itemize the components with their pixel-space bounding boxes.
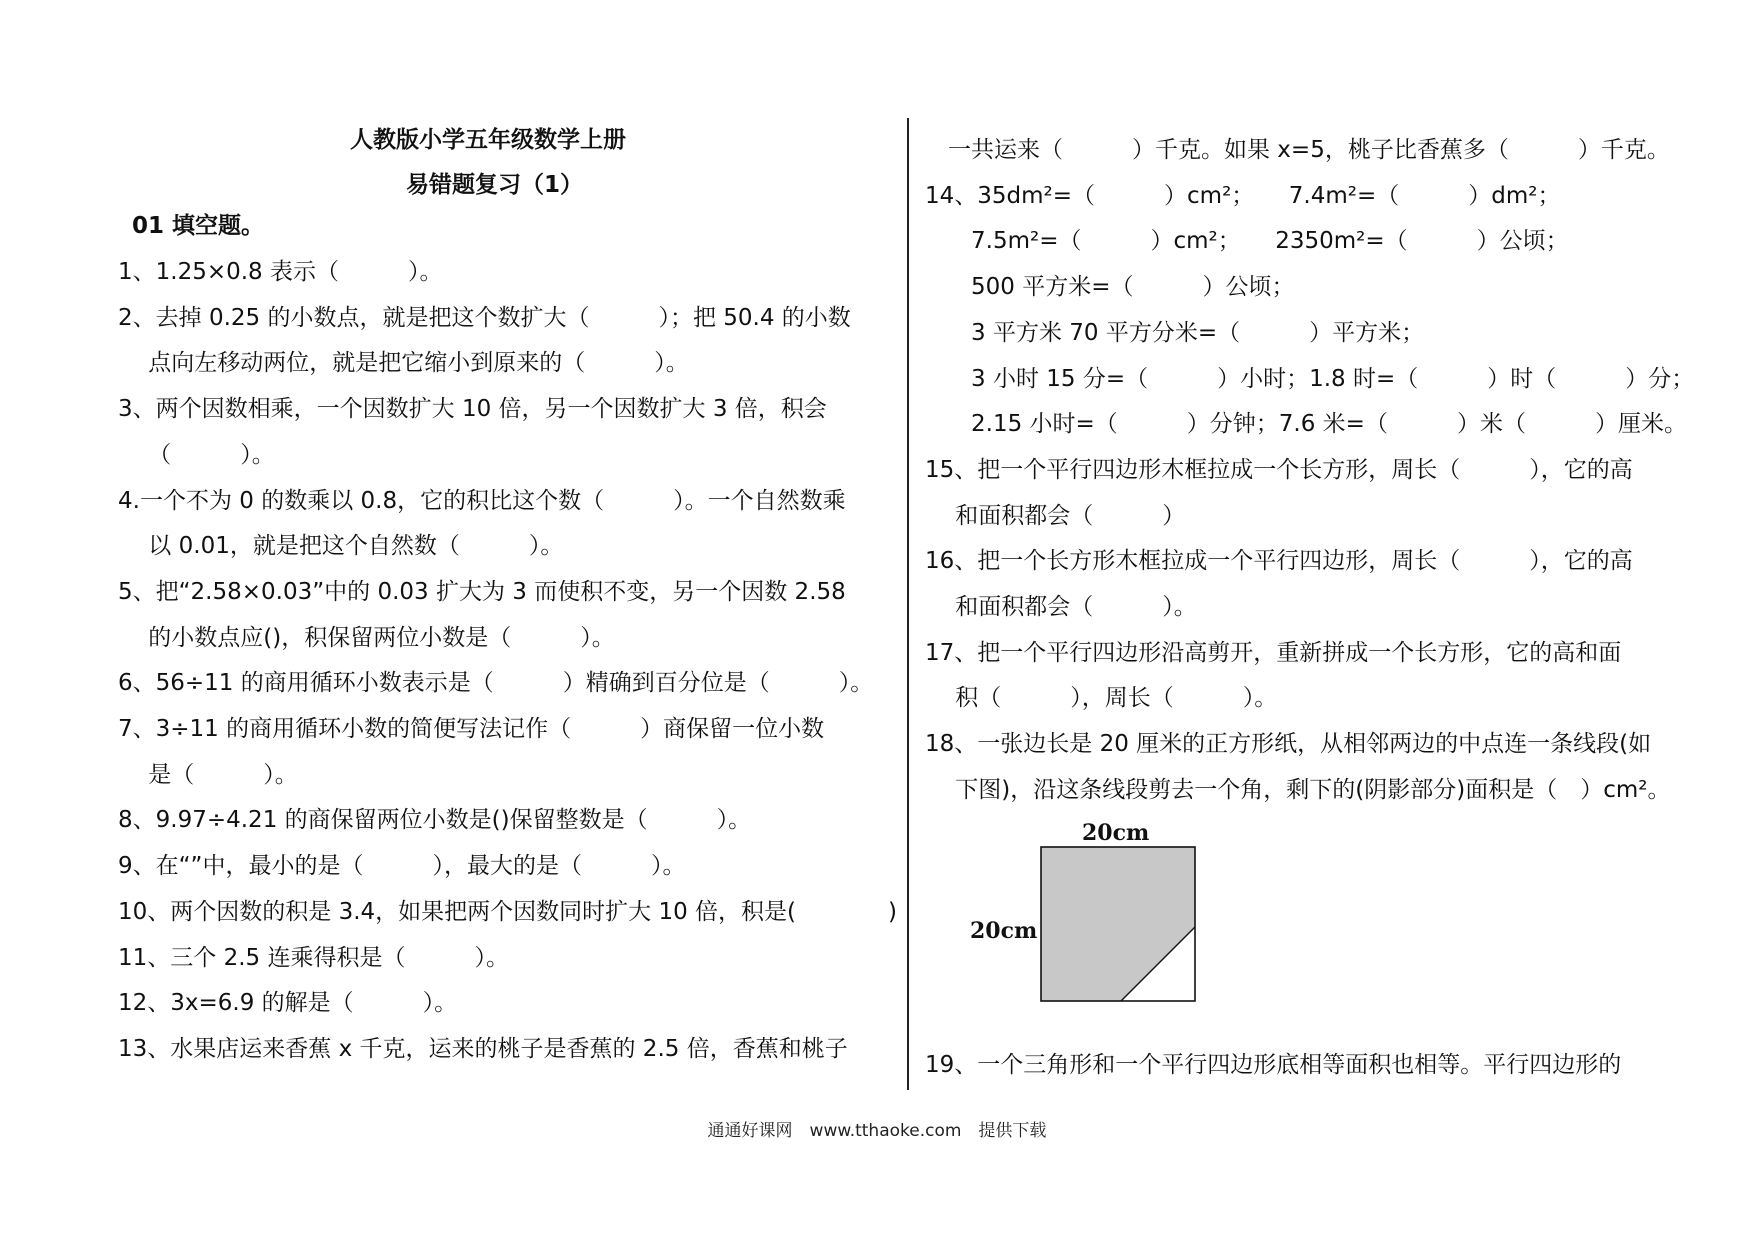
question-line: 18、一张边长是 20 厘米的正方形纸，从相邻两边的中点连一条线段(如: [925, 731, 1652, 758]
column-divider: [907, 118, 909, 1090]
question-line: 9、在“”中，最小的是（ ），最大的是（ ）。: [118, 853, 686, 880]
question-line: 5、把“2.58×0.03”中的 0.03 扩大为 3 而使积不变，另一个因数 2.58: [118, 578, 846, 605]
figure-top-label: 20cm: [1082, 820, 1150, 846]
question-line: 12、3x=6.9 的解是（ ）。: [118, 990, 458, 1017]
question-line: 15、把一个平行四边形木框拉成一个长方形，周长（ ），它的高: [925, 456, 1633, 483]
question-line: 和面积都会（ ）。: [925, 594, 1197, 620]
question-line: 下图)，沿这条线段剪去一个角，剩下的(阴影部分)面积是（ ）cm²。: [925, 776, 1671, 803]
page-footer: 通通好课网 www.tthaoke.com 提供下载: [707, 1121, 1047, 1141]
question-line: 2.15 小时=（ ）分钟；7.6 米=（ ）米（ ）厘米。: [925, 411, 1687, 438]
question-line: 500 平方米=（ ）公顷；: [925, 274, 1295, 301]
document-title: 人教版小学五年级数学上册: [350, 127, 626, 153]
question-line: 3、两个因数相乘，一个因数扩大 10 倍，另一个因数扩大 3 倍，积会: [118, 396, 827, 423]
figure-left-label: 20cm: [970, 918, 1038, 944]
question-line: 以 0.01，就是把这个自然数（ ）。: [118, 533, 564, 560]
question-line: 4.一个不为 0 的数乘以 0.8，它的积比这个数（ ）。一个自然数乘: [118, 487, 846, 514]
question-line: 是（ ）。: [118, 761, 298, 788]
question-line: 1、1.25×0.8 表示（ ）。: [118, 259, 443, 285]
square-diagram: [1040, 846, 1200, 1006]
question-line: 19、一个三角形和一个平行四边形底相等面积也相等。平行四边形的: [925, 1052, 1622, 1078]
question-line: 11、三个 2.5 连乘得积是（ ）。: [118, 944, 509, 971]
question-line: 10、两个因数的积是 3.4，如果把两个因数同时扩大 10 倍，积是( ): [118, 898, 897, 925]
question-line: （ ）。: [118, 441, 275, 468]
section-heading: 01 填空题。: [132, 213, 265, 239]
question-line: 积（ ），周长（ ）。: [925, 685, 1278, 712]
question-line: 16、把一个长方形木框拉成一个平行四边形，周长（ ），它的高: [925, 548, 1633, 575]
question-line: 一共运来（ ）千克。如果 x=5，桃子比香蕉多（ ）千克。: [925, 137, 1670, 163]
question-line: 3 小时 15 分=（ ）小时；1.8 时=（ ）时（ ）分；: [925, 365, 1695, 392]
question-line: 17、把一个平行四边形沿高剪开，重新拼成一个长方形，它的高和面: [925, 639, 1622, 666]
question-line: 7.5m²=（ ）cm²； 2350m²=（ ）公顷；: [925, 228, 1569, 255]
question-line: 的小数点应()，积保留两位小数是（ ）。: [118, 624, 615, 651]
question-line: 6、56÷11 的商用循环小数表示是（ ）精确到百分位是（ ）。: [118, 670, 874, 697]
question-line: 和面积都会（ ）: [925, 502, 1186, 529]
question-line: 8、9.97÷4.21 的商保留两位小数是()保留整数是（ ）。: [118, 807, 752, 834]
question-line: 2、去掉 0.25 的小数点，就是把这个数扩大（ ）；把 50.4 的小数: [118, 304, 851, 331]
question-line: 14、35dm²=（ ）cm²； 7.4m²=（ ）dm²；: [925, 182, 1561, 209]
question-line: 点向左移动两位，就是把它缩小到原来的（ ）。: [118, 350, 689, 377]
square-paper-figure: [970, 820, 1220, 1020]
question-line: 13、水果店运来香蕉 x 千克，运来的桃子是香蕉的 2.5 倍，香蕉和桃子: [118, 1035, 848, 1062]
question-line: 3 平方米 70 平方分米=（ ）平方米；: [925, 319, 1425, 346]
document-subtitle: 易错题复习（1）: [406, 172, 584, 198]
question-line: 7、3÷11 的商用循环小数的简便写法记作（ ）商保留一位小数: [118, 716, 825, 742]
